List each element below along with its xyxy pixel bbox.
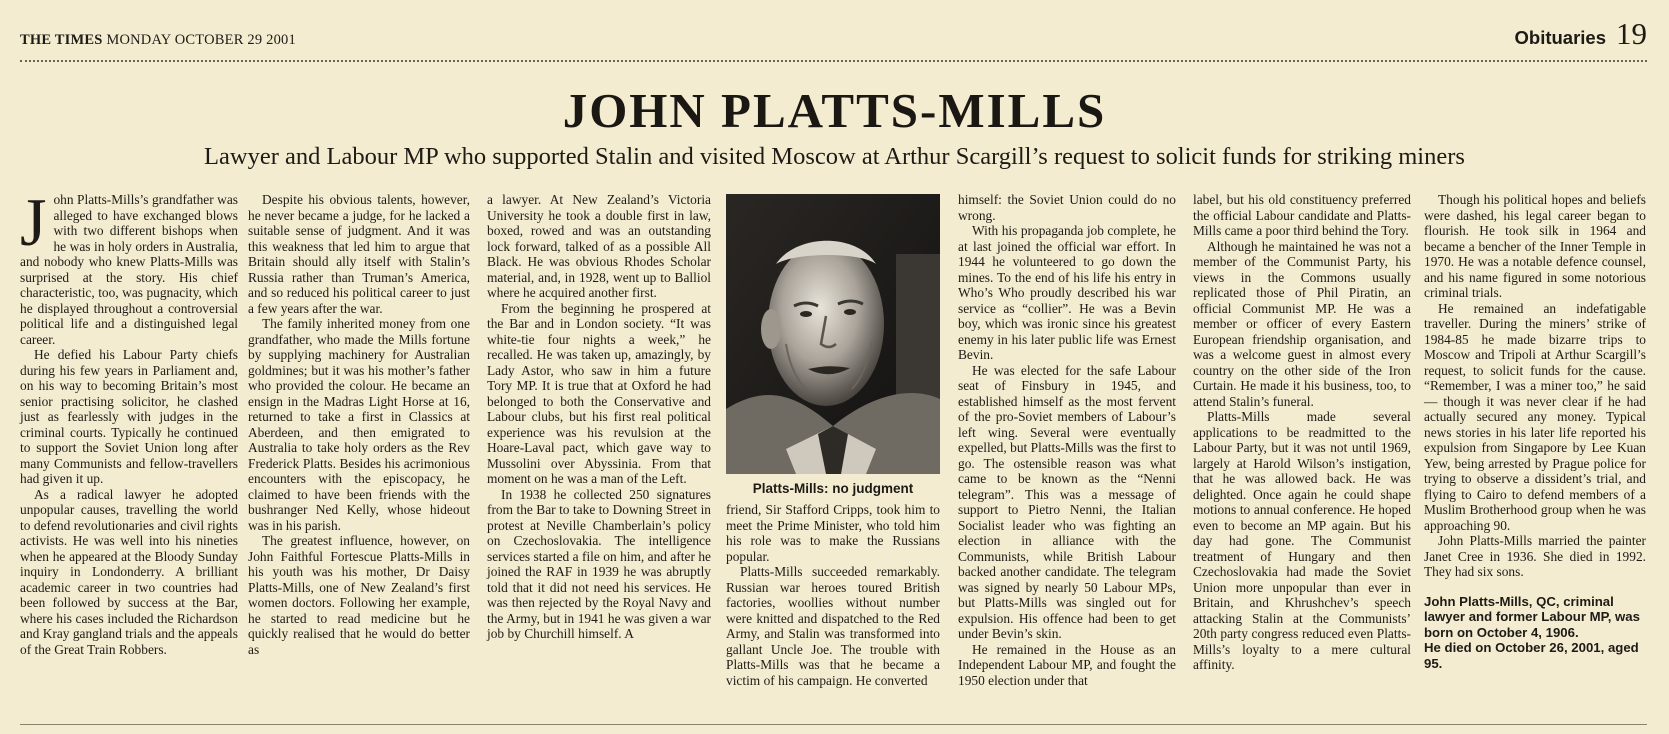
paragraph: Platts-Mills succeeded remarkably. Russian war heroes toured British factories, woollies without number were knitted and dispatched to the Red Army, and Stalin was transformed into gallant Uncle Joe. The trouble with Platts-Mills was that he became a victim of his campaign. He converted: [726, 564, 940, 688]
paragraph: In 1938 he collected 250 signatures from the Bar to take to Downing Street in protest at Neville Chamberlain’s policy on Czechoslovakia. The intelligence services started a file on him, and after he joined the RAF in 1939 he was abruptly told that it did not need his services. He was then rejected by the Royal Navy and the Army, but in 1941 he was given a war job by Churchill himself. A: [487, 486, 711, 641]
masthead-dateline: [20, 32, 296, 49]
obituary-deck: Lawyer and Labour MP who supported Stalin and visited Moscow at Arthur Scargill’s request to solicit funds for striking miners: [204, 143, 1465, 170]
masthead: [20, 18, 1647, 62]
obituary-headline: JOHN PLATTS-MILLS: [562, 83, 1107, 138]
paragraph: label, but his old constituency preferred the official Labour candidate and Platts-Mills came a poor third behind the Tory.: [1193, 192, 1411, 238]
paragraph: With his propaganda job complete, he at last joined the official war effort. In 1944 he volunteered to go down the mines. To the end of his life his entry in Who’s Who proudly described his war service as “collier”. He was a Bevin boy, which was ironic since his greatest enemy in his later public life was Ernest Bevin.: [958, 223, 1176, 362]
paragraph: John Platts-Mills married the painter Janet Cree in 1936. She died in 1992. They had six sons.: [1424, 533, 1646, 579]
issue-date: MONDAY OCTOBER 29 2001: [106, 32, 296, 48]
paragraph: Although he maintained he was not a member of the Communist Party, his views in the Commons usually replicated those of Phil Piratin, an official Communist MP. He was a member or officer of every Eastern European friendship organisation, and was a welcome guest in almost every country on the other side of the Iron Curtain. He made it his business, too, to attend Stalin’s funeral.: [1193, 238, 1411, 409]
paragraph: a lawyer. At New Zealand’s Victoria University he took a double first in law, boxed, rowed and was an outstanding lock forward, talked of as a possible All Black. He was obvious Rhodes Scholar material, and, in 1928, went up to Balliol where he acquired another first.: [487, 192, 711, 300]
biographical-note: [1424, 594, 1646, 672]
drop-cap: J: [20, 184, 47, 260]
masthead-section: [1515, 18, 1648, 49]
portrait-image: [726, 194, 940, 474]
paragraph: He remained in the House as an Independent Labour MP, and fought the 1950 election under that: [958, 641, 1176, 688]
photo-caption: Platts-Mills: no judgment: [752, 481, 914, 496]
article-column-3: [487, 192, 711, 642]
article-column-2: [248, 192, 470, 657]
paragraph: John Platts-Mills’s grandfather was alleged to have exchanged blows with two different bishops when he was in holy orders in Australia, and nobody who knew Platts-Mills was surprised at the story. His chief characteristic, too, was pugnacity, which he displayed throughout a controversial political life and a distinguished legal career.: [20, 184, 238, 347]
article-column-6: [1193, 192, 1411, 673]
paragraph: As a radical lawyer he adopted unpopular causes, travelling the world to defend revolutionaries and civil rights activists. He was well into his nineties when he appeared at the Bloody Sunday inquiry in Londonderry. A brilliant academic career in two countries had been followed by success at the Bar, where his cases included the Richardson and Kray gangland trials and the appeals of the Great Train Robbers.: [20, 486, 238, 657]
article-column-4: [726, 502, 940, 688]
paragraph: The family inherited money from one grandfather, who made the Mills fortune by supplying machinery for Australian goldmines; but it was his mother’s father who provided the colour. He became an ensign in the Madras Light Horse at 16, returned to take a first in Classics at Aberdeen, and then emigrated to Australia to take holy orders as the Rev Frederick Platts. Besides his acrimonious encounters with the episcopacy, he claimed to have been friends with the bushranger Ned Kelly, whose hideout was in his parish.: [248, 316, 470, 533]
bio-died: He died on October 26, 2001, aged 95.: [1424, 640, 1639, 671]
portrait-photo: [726, 194, 940, 474]
page-number: 19: [1616, 16, 1647, 51]
paragraph: Platts-Mills made several applications to be readmitted to the Labour Party, but it was not until 1969, largely at Harold Wilson’s instigation, that he was allowed back. He was delighted. Once again he could shape motions to annual conference. He hoped even to become an MP again. But his day had gone. The Communist treatment of Hungary and then Czechoslovakia had made the Soviet Union more unpopular than ever in Britain, and Khrushchev’s speech attacking Stalin at the Communists’ 20th party congress reduced even Platts-Mills’s loyalty to a mere cultural affinity.: [1193, 409, 1411, 672]
paragraph: He defied his Labour Party chiefs during his few years in Parliament and, on his way to becoming Britain’s most senior practising solicitor, he clashed just as fearlessly with judges in the criminal courts. Typically he continued to support the Soviet Union long after many Communists and fellow-travellers had given it up.: [20, 347, 238, 486]
paragraph: From the beginning he prospered at the Bar and in London society. “It was white-tie four nights a week,” he recalled. He was taken up, amazingly, by Lady Astor, who saw in him a future Tory MP. It is true that at Oxford he had belonged to both the Conservative and Labour clubs, but his first real political experience was his revulsion at the Hoare-Laval pact, which gave way to Mussolini over Abyssinia. From that moment on he was a man of the Left.: [487, 300, 711, 486]
paragraph: Though his political hopes and beliefs were dashed, his legal career began to flourish. He took silk in 1964 and became a bencher of the Inner Temple in 1970. He was a notable defence counsel, and his name figured in some notorious criminal trials.: [1424, 192, 1646, 300]
bio-born: John Platts-Mills, QC, criminal lawyer and former Labour MP, was born on October 4, 1906.: [1424, 593, 1640, 640]
paragraph: Despite his obvious talents, however, he never became a judge, for he lacked a suitable sense of judgment. And it was this weakness that led him to argue that Britain should ally itself with Stalin’s Russia rather than Truman’s America, and so reduced his political career to just a few years after the war.: [248, 192, 470, 316]
paragraph: himself: the Soviet Union could do no wrong.: [958, 192, 1176, 223]
newspaper-name: THE TIMES: [20, 32, 103, 48]
article-column-7: [1424, 192, 1646, 671]
paragraph: He was elected for the safe Labour seat of Finsbury in 1945, and established himself as the most fervent of the pro-Soviet members of Labour’s left wing. Several were eventually expelled, but Platts-Mills was the first to go. The ostensible reason was what came to be known as the “Nenni telegram”. This was a message of support to Pietro Nenni, the Italian Socialist leader who was fighting an election in alliance with the Communists, while British Labour backed another candidate. The telegram was signed by nearly 50 Labour MPs, but Platts-Mills was singled out for expulsion. His offence had been to get under Bevin’s skin.: [958, 362, 1176, 641]
article-column-1: [20, 184, 238, 657]
article-column-5: [958, 192, 1176, 688]
paragraph: friend, Sir Stafford Cripps, took him to meet the Prime Minister, who told him his role was to make the Russians popular.: [726, 502, 940, 564]
page-bottom-rule: [20, 724, 1647, 725]
paragraph: He remained an indefatigable traveller. During the miners’ strike of 1984-85 he made bizarre trips to Moscow and Tripoli at Arthur Scargill’s request, to solicit funds for the cause. “Remember, I was a miner too,” he said — though it was never clear if he had actually secured any money. Typical news stories in his later life reported his expulsion from Singapore by Lee Kuan Yew, being arrested by Prague police for trying to observe a dissident’s trial, and flying to Cairo to defend members of a Muslim Brotherhood group when he was approaching 90.: [1424, 300, 1646, 533]
paragraph: The greatest influence, however, on John Faithful Fortescue Platts-Mills in his youth was his mother, Dr Daisy Platts-Mills, one of New Zealand’s first women doctors. Following her example, he started to read medicine but he quickly realised that he would do better as: [248, 533, 470, 657]
section-name: Obituaries: [1514, 27, 1606, 48]
